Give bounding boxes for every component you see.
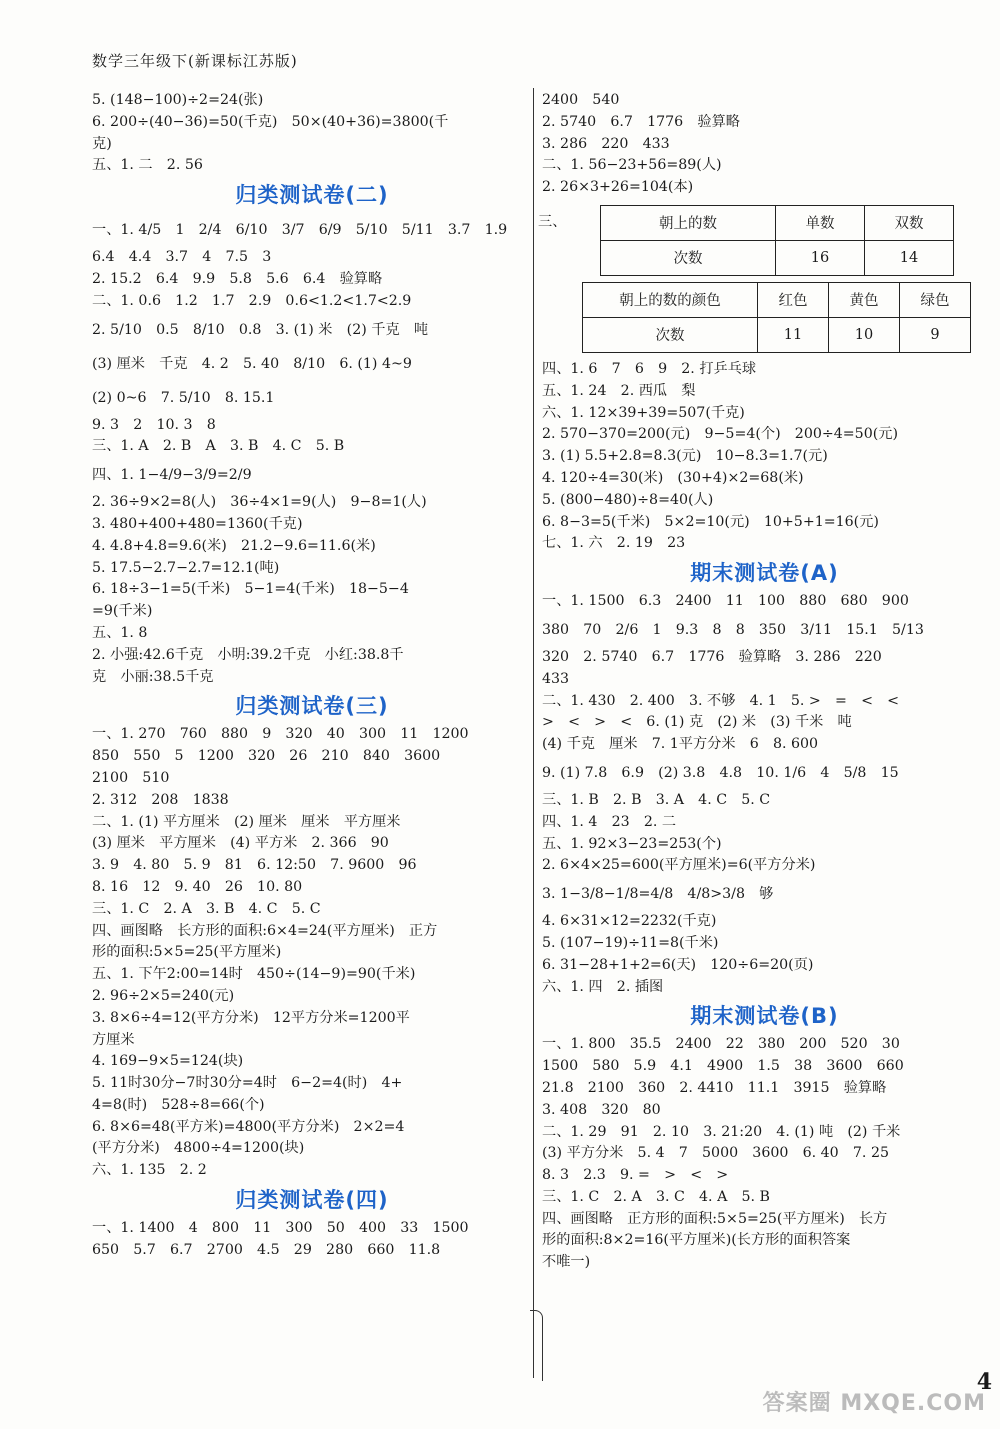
table-colors (582, 282, 971, 353)
answer-line: 一、1. 800 35.5 2400 22 380 200 520 30 (542, 1036, 900, 1053)
answer-line: 5. (148−100)÷2=24(张) (92, 92, 264, 108)
answer-line: 9. (1) 7.8 6.9 (2) 3.8 4.8 10. 1/6 4 5/8 15 (542, 764, 899, 781)
page-number: 4 (976, 1369, 992, 1395)
answer-line: 4. 4.8+4.8=9.6(米) 21.2−9.6=11.6(米) (92, 537, 376, 554)
answer-line: 2. 5/10 0.5 8/10 0.8 3. (1) 米 (2) 千克 吨 (92, 321, 429, 338)
answer-line: 2. 小强:42.6千克 小明:39.2千克 小红:38.8千 (92, 646, 404, 663)
answer-line: 320 2. 5740 6.7 1776 验算略 3. 286 220 (542, 648, 882, 665)
answer-line: (3) 厘米 平方厘米 (4) 平方米 2. 366 90 (92, 835, 389, 852)
answer-line: 6.4 4.4 3.7 4 7.5 3 (92, 249, 272, 266)
answer-line: =9(千米) (92, 603, 153, 620)
answer-line: 二、1. 56−23+56=89(人) (542, 157, 722, 174)
answer-line: 3. 286 220 433 (542, 135, 670, 152)
page-header: 数学三年级下(新课标江苏版) (92, 52, 298, 70)
answer-line: 五、1. 8 (92, 624, 148, 641)
answer-line: > < > < 6. (1) 克 (2) 米 (3) 千米 吨 (542, 714, 852, 731)
answer-line: 650 5.7 6.7 2700 4.5 29 280 660 11.8 (92, 1241, 441, 1258)
table-cell: 10 (829, 317, 900, 352)
answer-line: 21.8 2100 360 2. 4410 11.1 3915 验算略 (542, 1079, 887, 1096)
answer-line: 433 (542, 670, 570, 687)
answer-line: 2. 36÷9×2=8(人) 36÷4×1=9(人) 9−8=1(人) (92, 494, 427, 511)
answer-line: 一、1. 4/5 1 2/4 6/10 3/7 6/9 5/10 5/11 3.7 1.9 (92, 222, 508, 239)
answer-line: 2. 26×3+26=104(本) (542, 179, 694, 196)
answer-line: 七、1. 六 2. 19 23 (542, 535, 686, 552)
table-cell: 绿色 (900, 282, 971, 317)
answer-line: 五、1. 下午2:00=14时 450÷(14−9)=90(千米) (92, 966, 416, 983)
table-cell: 红色 (758, 282, 829, 317)
answer-line: 一、1. 270 760 880 9 320 40 300 11 1200 (92, 726, 469, 743)
table-row (601, 205, 954, 240)
answer-line: 8. 16 12 9. 40 26 10. 80 (92, 878, 303, 895)
answer-line: 1500 580 5.9 4.1 4900 1.5 38 3600 660 (542, 1058, 904, 1075)
section-title: 归类测试卷(四) (235, 1188, 389, 1213)
table-cell: 单数 (776, 205, 865, 240)
answer-line: 四、画图略 长方形的面积:6×4=24(平方厘米) 正方 (92, 922, 438, 939)
answer-line: 3. 1−3/8−1/8=4/8 4/8>3/8 够 (542, 886, 774, 903)
answer-line: 2. 312 208 1838 (92, 791, 229, 808)
section-title: 归类测试卷(三) (235, 694, 389, 719)
section-title: 归类测试卷(二) (235, 183, 389, 208)
table-row (601, 240, 954, 275)
table-cell: 9 (900, 317, 971, 352)
answer-line: 三、1. C 2. A 3. B 4. C 5. C (92, 900, 321, 917)
section-3-tables (538, 205, 987, 353)
table-cell: 16 (776, 240, 865, 275)
left-column (92, 90, 532, 1262)
answer-line: 6. 200÷(40−36)=50(千克) 50×(40+36)=3800(千 (92, 113, 449, 130)
answer-line: 2. 15.2 6.4 9.9 5.8 5.6 6.4 验算略 (92, 270, 383, 287)
table-cell: 14 (865, 240, 954, 275)
answer-line: 4. 120÷4=30(米) (30+4)×2=68(米) (542, 469, 804, 486)
answer-line: 5. 11时30分−7时30分=4时 6−2=4(时) 4+ (92, 1075, 403, 1092)
answer-line: 6. 18÷3−1=5(千米) 5−1=4(千米) 18−5−4 (92, 581, 409, 598)
section-title: 期末测试卷(A) (690, 561, 839, 586)
right-lines (542, 359, 987, 1274)
answer-line: 3. (1) 5.5+2.8=8.3(元) 10−8.3=1.7(元) (542, 448, 828, 465)
answer-line: (2) 0~6 7. 5/10 8. 15.1 (92, 389, 275, 406)
answer-line: 5. (800−480)÷8=40(人) (542, 491, 714, 508)
answer-line: 2. 96÷2×5=240(元) (92, 987, 235, 1004)
answer-line: 2. 570−370=200(元) 9−5=4(个) 200÷4=50(元) (542, 426, 898, 443)
answer-line: (平方分米) 4800÷4=1200(块) (92, 1140, 305, 1157)
answer-line: 五、1. 二 2. 56 (92, 157, 203, 174)
answer-line: 六、1. 135 2. 2 (92, 1162, 207, 1179)
watermark: 答案圈 MXQE.COM (762, 1391, 986, 1416)
answer-line: 8. 3 2.3 9. = > < > (542, 1167, 729, 1184)
answer-line: 850 550 5 1200 320 26 210 840 3600 (92, 748, 441, 765)
answer-line: 四、画图略 正方形的面积:5×5=25(平方厘米) 长方 (542, 1210, 888, 1227)
answer-line: 2. 6×4×25=600(平方厘米)=6(平方分米) (542, 857, 816, 874)
section-3-label: 三、 (538, 213, 567, 230)
table-cell: 次数 (601, 240, 776, 275)
answer-line: 一、1. 1500 6.3 2400 11 100 880 680 900 (542, 593, 909, 610)
section-title: 期末测试卷(B) (690, 1004, 839, 1029)
answer-line: 3. 8×6÷4=12(平方分米) 12平方分米=1200平 (92, 1009, 410, 1026)
answer-line: 五、1. 24 2. 西瓜 梨 (542, 382, 696, 399)
answer-line: 二、1. 0.6 1.2 1.7 2.9 0.6<1.2<1.7<2.9 (92, 292, 412, 309)
answer-line: 四、1. 4 23 2. 二 (542, 813, 677, 830)
table-cell: 朝上的数 (601, 205, 776, 240)
table-cell: 双数 (865, 205, 954, 240)
answer-line: 3. 9 4. 80 5. 9 81 6. 12:50 7. 9600 96 (92, 857, 417, 874)
answer-line: 不唯一) (542, 1254, 591, 1271)
answer-line: 五、1. 92×3−23=253(个) (542, 835, 722, 852)
answer-line: (3) 厘米 千克 4. 2 5. 40 8/10 6. (1) 4~9 (92, 355, 412, 372)
answer-line: 3. 480+400+480=1360(千克) (92, 515, 303, 532)
answer-line: 六、1. 12×39+39=507(千克) (542, 404, 745, 421)
answer-line: 9. 3 2 10. 3 8 (92, 416, 216, 433)
table-cell: 黄色 (829, 282, 900, 317)
answer-line: 一、1. 1400 4 800 11 300 50 400 33 1500 (92, 1220, 469, 1237)
answer-line: 4=8(时) 528÷8=66(个) (92, 1096, 265, 1113)
column-divider (533, 88, 534, 1378)
answer-line: 2400 540 (542, 92, 620, 108)
answer-line: 6. 8×6=48(平方米)=4800(平方分米) 2×2=4 (92, 1118, 405, 1135)
answer-line: 6. 31−28+1+2=6(天) 120÷6=20(页) (542, 956, 814, 973)
answer-line: 5. 17.5−2.7−2.7=12.1(吨) (92, 559, 280, 576)
answer-line: 形的面积:8×2=16(平方厘米)(长方形的面积答案 (542, 1232, 851, 1249)
table-cell: 朝上的数的颜色 (583, 282, 758, 317)
answer-line: 二、1. (1) 平方厘米 (2) 厘米 厘米 平方厘米 (92, 813, 401, 830)
answer-line: 四、1. 1−4/9−3/9=2/9 (92, 467, 252, 484)
right-column (538, 90, 987, 1274)
answer-line: 三、1. A 2. B A 3. B 4. C 5. B (92, 438, 345, 455)
table-odd-even (600, 205, 954, 276)
answer-line: 4. 6×31×12=2232(千克) (542, 913, 717, 930)
answer-line: 克) (92, 135, 112, 152)
answer-line: 二、1. 430 2. 400 3. 不够 4. 1 5. > = < < (542, 692, 900, 709)
right-top-lines (542, 90, 987, 199)
table-row (583, 317, 971, 352)
answer-line: 6. 8−3=5(千米) 5×2=10(元) 10+5+1=16(元) (542, 513, 879, 530)
answer-line: 三、1. C 2. A 3. C 4. A 5. B (542, 1188, 770, 1205)
answer-line: 六、1. 四 2. 插图 (542, 978, 664, 995)
answer-line: 方厘米 (92, 1031, 135, 1048)
bracket-decoration (530, 1310, 543, 1381)
table-cell: 11 (758, 317, 829, 352)
answer-line: 4. 169−9×5=124(块) (92, 1053, 244, 1070)
answer-line: 2. 5740 6.7 1776 验算略 (542, 113, 740, 130)
answer-line: 三、1. B 2. B 3. A 4. C 5. C (542, 791, 771, 808)
answer-line: 克 小丽:38.5千克 (92, 668, 214, 685)
answer-line: 四、1. 6 7 6 9 2. 打乒乓球 (542, 360, 757, 377)
table-row (583, 282, 971, 317)
table-cell: 次数 (583, 317, 758, 352)
answer-line: (4) 千克 厘米 7. 1平方分米 6 8. 600 (542, 736, 819, 753)
answer-line: 二、1. 29 91 2. 10 3. 21:20 4. (1) 吨 (2) 千米 (542, 1123, 901, 1140)
answer-line: 2100 510 (92, 769, 170, 786)
answer-line: 形的面积:5×5=25(平方厘米) (92, 944, 282, 961)
answer-line: (3) 平方分米 5. 4 7 5000 3600 6. 40 7. 25 (542, 1145, 889, 1162)
answer-line: 5. (107−19)÷11=8(千米) (542, 934, 719, 951)
answer-line: 380 70 2/6 1 9.3 8 8 350 3/11 15.1 5/13 (542, 621, 924, 638)
answer-line: 3. 408 320 80 (542, 1101, 661, 1118)
